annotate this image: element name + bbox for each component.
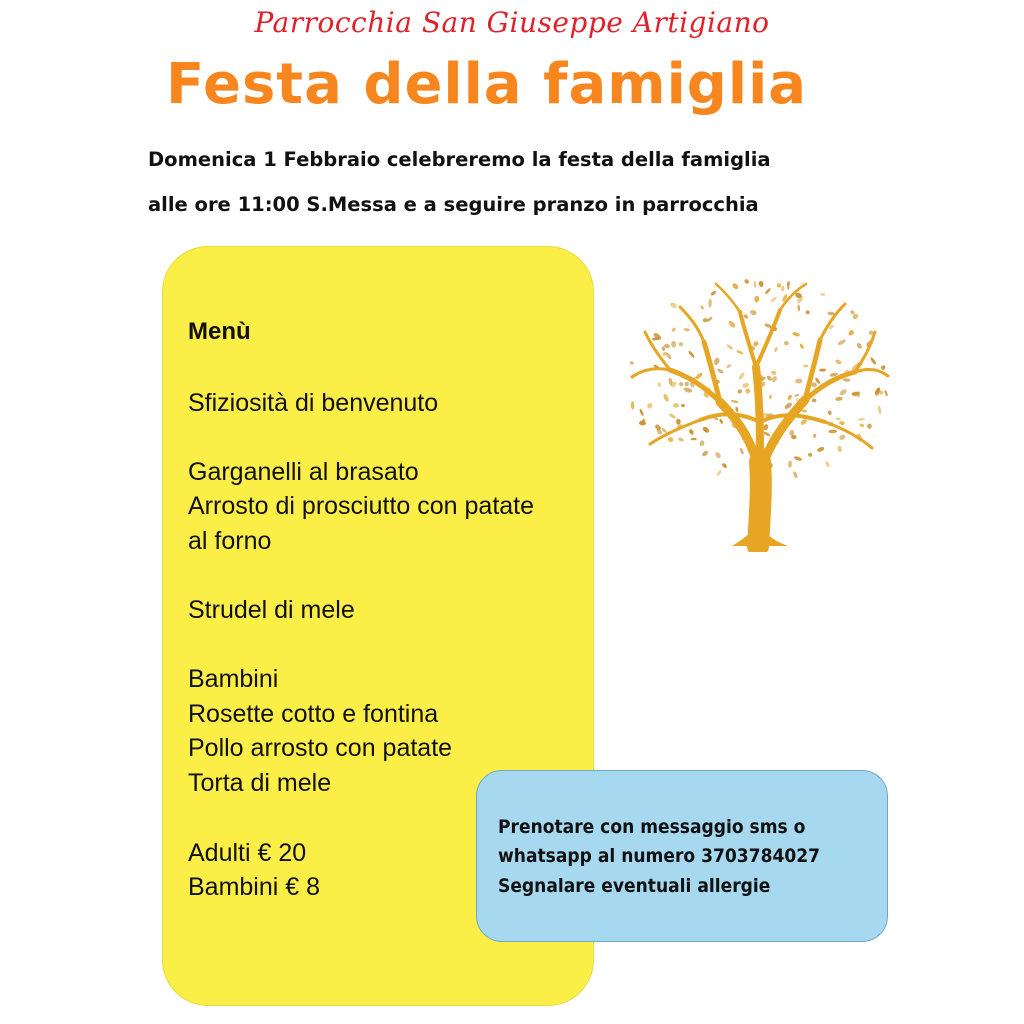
tree-leaf [758, 280, 764, 287]
tree-leaf [766, 375, 773, 382]
tree-leaf [795, 378, 802, 383]
tree-leaf [738, 372, 746, 381]
tree-leaf [836, 417, 841, 420]
tree-leaf [797, 304, 800, 311]
tree-leaf [681, 404, 685, 407]
tree-leaf [646, 402, 653, 409]
menu-welcome: Sfiziosità di benvenuto [188, 389, 439, 417]
tree-leaf [877, 405, 881, 414]
tree-leaf [639, 408, 644, 416]
tree-leaf [839, 421, 845, 426]
tree-leaf [770, 296, 777, 303]
event-title: Festa della famiglia [166, 52, 808, 117]
tree-leaf [825, 461, 831, 468]
tree-leaf [699, 440, 705, 447]
tree-leaf [678, 341, 684, 347]
tree-leaf [764, 287, 771, 294]
tree-leaf [683, 387, 693, 394]
tree-leaf [839, 388, 848, 396]
tree-leaf [662, 346, 665, 351]
tree-leaf [847, 329, 854, 337]
tree-leaf [769, 395, 772, 400]
tree-leaf [754, 281, 757, 289]
price-children: Bambini € 8 [188, 873, 321, 901]
tree-leaf [774, 347, 778, 353]
tree-leaf [673, 403, 679, 408]
tree-leaf [835, 359, 843, 365]
tree-leaf [837, 338, 847, 346]
event-date-line: Domenica 1 Febbraio celebreremo la festa della famiglia [148, 148, 771, 171]
tree-leaf [803, 364, 808, 367]
tree-leaf [884, 390, 889, 397]
tree-leaf [629, 361, 634, 365]
tree-leaf [730, 399, 739, 403]
price-adults: Adulti € 20 [188, 839, 307, 867]
tree-leaf [721, 462, 728, 469]
tree-leaf [691, 438, 697, 441]
tree-leaf [731, 282, 739, 290]
tree-leaf [754, 295, 760, 302]
menu-item: Garganelli al brasato [188, 458, 419, 486]
tree-leaf [784, 341, 790, 346]
tree-leaf [753, 341, 760, 347]
tree-leaf [744, 278, 750, 284]
tree-leaf [802, 409, 807, 412]
tree-leaf [683, 328, 690, 332]
tree-leaf [678, 381, 684, 387]
tree-leaf [819, 368, 826, 371]
menu-dessert: Strudel di mele [188, 596, 355, 624]
menu-item: al forno [188, 527, 272, 555]
tree-leaf [716, 368, 724, 374]
tree-leaf [677, 437, 684, 442]
tree-leaf [719, 418, 724, 424]
tree-leaf [763, 431, 771, 437]
menu-kids-heading: Bambini [188, 665, 279, 693]
tree-leaf [667, 436, 674, 443]
tree-leaf [799, 343, 804, 350]
tree-leaf [726, 364, 732, 369]
tree-leaf [694, 372, 703, 381]
tree-leaf [708, 299, 712, 308]
menu-kids-item: Pollo arrosto con patate [188, 734, 453, 762]
tree-leaf [662, 393, 669, 402]
tree-leaf [736, 349, 744, 355]
tree-leaf [788, 460, 792, 468]
tree-leaf [812, 398, 817, 402]
tree-leaf [856, 342, 863, 349]
tree-leaf [870, 357, 877, 366]
tree-leaf [657, 382, 661, 387]
tree-leaf [843, 378, 851, 382]
tree-leaf [816, 446, 824, 453]
tree-leaf [671, 327, 677, 333]
menu-kids-item: Torta di mele [188, 769, 332, 797]
parish-name: Parrocchia San Giuseppe Artigiano [254, 6, 770, 39]
tree-leaf [813, 434, 816, 438]
tree-leaf [688, 350, 696, 359]
golden-tree-icon [620, 262, 896, 552]
tree-leaf [726, 344, 734, 351]
tree-leaf [669, 301, 678, 309]
tree-leaf [867, 423, 872, 429]
tree-leaf [631, 401, 634, 409]
booking-allergy-line: Segnalare eventuali allergie [498, 875, 771, 897]
tree-leaf [742, 382, 750, 388]
tree-leaf [787, 394, 793, 401]
tree-leaf [639, 420, 646, 425]
booking-line: Prenotare con messaggio sms o [498, 816, 806, 838]
tree-leaf [668, 413, 676, 420]
tree-leaf [745, 388, 750, 394]
tree-leaf [776, 282, 782, 288]
tree-leaf [800, 418, 808, 426]
tree-leaf [792, 331, 800, 337]
booking-phone-line: whatsapp al numero 3703784027 [498, 845, 821, 867]
tree-leaf [701, 450, 709, 458]
tree-leaf [838, 434, 846, 441]
tree-leaf [793, 455, 802, 461]
tree-leaf [735, 406, 739, 412]
tree-leaf [737, 388, 743, 394]
tree-leaf [805, 310, 810, 315]
tree-leaf [807, 452, 813, 458]
tree-leaf [811, 382, 817, 387]
tree-leaf [676, 419, 681, 425]
tree-leaf [749, 309, 757, 316]
tree-leaf [837, 445, 843, 453]
tree-leaf [828, 429, 837, 433]
tree-leaf [835, 396, 843, 401]
tree-leaf [859, 423, 864, 428]
event-time-line: alle ore 11:00 S.Messa e a seguire pranzo in parrocchia [148, 193, 759, 216]
tree-leaf [858, 418, 866, 421]
menu-heading: Menù [188, 318, 251, 345]
tree-leaf [827, 410, 832, 415]
tree-leaf [739, 448, 744, 456]
tree-leaf [702, 426, 710, 434]
tree-leaf [771, 370, 777, 375]
tree-leaf [671, 341, 676, 348]
tree-leaf [714, 451, 722, 459]
tree-leaf [880, 365, 886, 371]
tree-leaf [743, 314, 749, 320]
tree-leaf [771, 375, 778, 383]
menu-item: Arrosto di prosciutto con patate [188, 492, 535, 520]
menu-kids-item: Rosette cotto e fontina [188, 700, 439, 728]
tree-leaf [820, 293, 825, 296]
tree-leaf [713, 357, 720, 366]
tree-leaf [716, 469, 722, 476]
tree-leaf [792, 471, 798, 479]
tree-leaf [781, 286, 785, 292]
tree-leaf [728, 320, 737, 329]
tree-leaf [684, 381, 690, 387]
tree-leaf [710, 290, 717, 296]
tree-leaf [794, 393, 800, 397]
tree-leaf [700, 305, 704, 310]
